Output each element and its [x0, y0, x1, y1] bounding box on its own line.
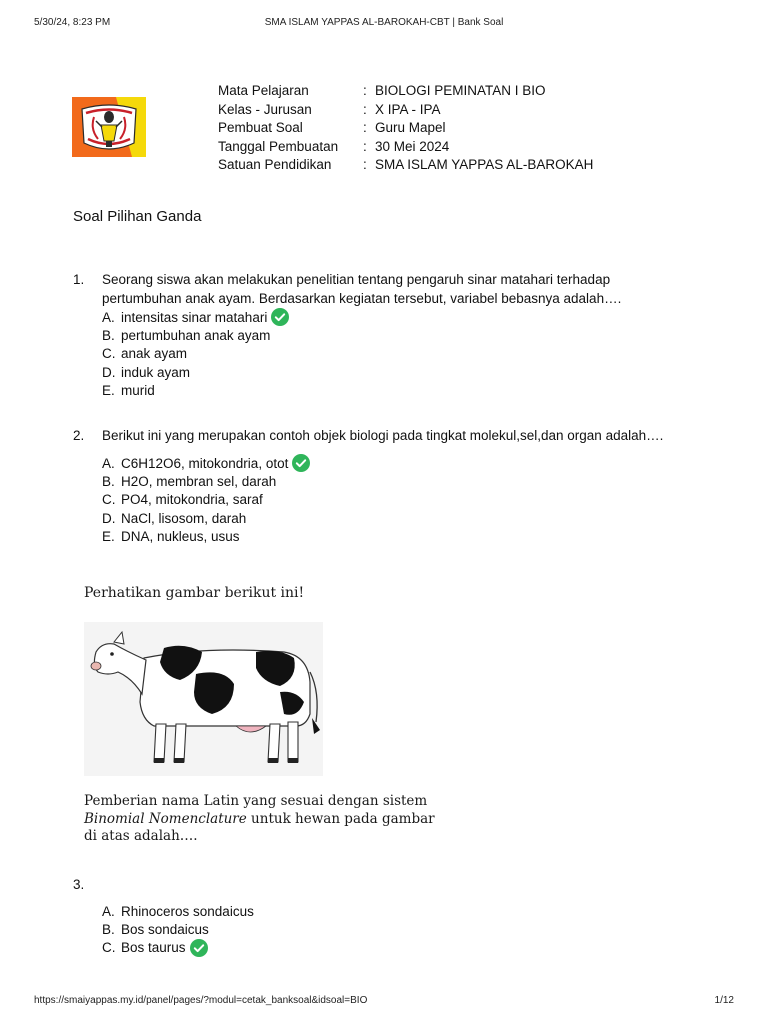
option-text: anak ayam: [121, 346, 188, 362]
question-text: Seorang siswa akan melakukan penelitian tentang pengaruh sinar matahari terhadap pertumbuhan anak ayam. Berdasarkan kegiatan tersebut, variabel bebasnya adalah….: [102, 272, 622, 306]
cow-illustration: [84, 622, 323, 776]
option-text: induk ayam: [121, 364, 191, 380]
option-text: Bos sondaicus: [121, 922, 209, 938]
option-letter: E.: [102, 528, 115, 544]
option-e: [102, 382, 289, 400]
options-list: [102, 455, 310, 546]
options-list: [102, 309, 289, 400]
option-e: [102, 528, 310, 546]
option-a: [102, 455, 310, 473]
option-c: [102, 491, 310, 509]
info-value: X IPA - IPA: [375, 101, 441, 117]
option-d: [102, 510, 310, 528]
print-url: https://smaiyappas.my.id/panel/pages/?modul=cetak_banksoal&idsoal=BIO: [34, 995, 368, 1006]
info-label: Kelas - Jurusan: [218, 101, 312, 117]
info-label: Mata Pelajaran: [218, 83, 309, 98]
option-text: C6H12O6, mitokondria, otot: [121, 456, 289, 471]
option-letter: A.: [102, 456, 115, 471]
info-value: SMA ISLAM YAPPAS AL-BAROKAH: [375, 157, 594, 172]
question-number: 2.: [73, 428, 85, 443]
figure-caption: [84, 793, 444, 846]
option-b: [102, 327, 289, 345]
info-colon: :: [363, 101, 367, 117]
option-d: [102, 364, 289, 382]
option-letter: E.: [102, 382, 115, 398]
option-letter: A.: [102, 310, 115, 325]
question-number: 1.: [73, 272, 85, 287]
option-text: Bos taurus: [121, 940, 186, 956]
info-colon: :: [363, 120, 367, 135]
figure-title: Perhatikan gambar berikut ini!: [84, 585, 305, 601]
option-letter: C.: [102, 492, 116, 508]
option-c: [102, 939, 254, 957]
caption-italic: Binomial Nomenclature: [84, 810, 247, 827]
info-value: BIOLOGI PEMINATAN I BIO: [375, 83, 546, 98]
info-label: Pembuat Soal: [218, 120, 303, 135]
option-letter: C.: [102, 346, 116, 362]
info-label: Satuan Pendidikan: [218, 157, 332, 172]
question-number: 3.: [73, 877, 85, 892]
info-colon: :: [363, 83, 367, 98]
option-c: [102, 345, 289, 363]
options-list: [102, 903, 254, 958]
info-colon: :: [363, 157, 367, 172]
option-a: [102, 309, 289, 327]
caption-text: Pemberian nama Latin yang sesuai dengan sistem: [84, 793, 428, 809]
option-letter: B.: [102, 922, 115, 938]
option-text: NaCl, lisosom, darah: [121, 510, 247, 526]
info-value: 30 Mei 2024: [375, 138, 450, 154]
question-text: Berikut ini yang merupakan contoh objek biologi pada tingkat molekul,sel,dan organ adalah….: [102, 428, 664, 443]
check-circle-icon: [190, 939, 208, 957]
print-page-number: 1/12: [714, 995, 734, 1006]
option-letter: C.: [102, 940, 116, 956]
option-letter: B.: [102, 474, 115, 490]
info-label: Tanggal Pembuatan: [218, 138, 339, 154]
option-text: murid: [121, 382, 155, 398]
check-circle-icon: [292, 454, 310, 472]
option-a: [102, 903, 254, 921]
option-letter: A.: [102, 904, 115, 919]
option-text: intensitas sinar matahari: [121, 310, 268, 325]
section-title: Soal Pilihan Ganda: [73, 208, 202, 225]
print-page-title: SMA ISLAM YAPPAS AL-BAROKAH-CBT | Bank Soal: [264, 17, 504, 28]
option-letter: B.: [102, 328, 115, 344]
option-text: Rhinoceros sondaicus: [121, 904, 254, 919]
caption-text: untuk hewan pada gambar di atas adalah….: [84, 810, 435, 844]
info-value: Guru Mapel: [375, 120, 446, 135]
option-text: DNA, nukleus, usus: [121, 528, 240, 544]
option-text: H2O, membran sel, darah: [121, 474, 277, 490]
print-timestamp: 5/30/24, 8:23 PM: [34, 17, 111, 28]
info-colon: :: [363, 138, 367, 154]
option-text: PO4, mitokondria, saraf: [121, 492, 263, 508]
question-3-figure: [84, 585, 444, 844]
school-emblem-icon: [72, 97, 146, 157]
option-b: [102, 921, 254, 939]
option-letter: D.: [102, 364, 116, 380]
option-text: pertumbuhan anak ayam: [121, 328, 271, 344]
check-circle-icon: [271, 308, 289, 326]
option-b: [102, 473, 310, 491]
option-letter: D.: [102, 510, 116, 526]
